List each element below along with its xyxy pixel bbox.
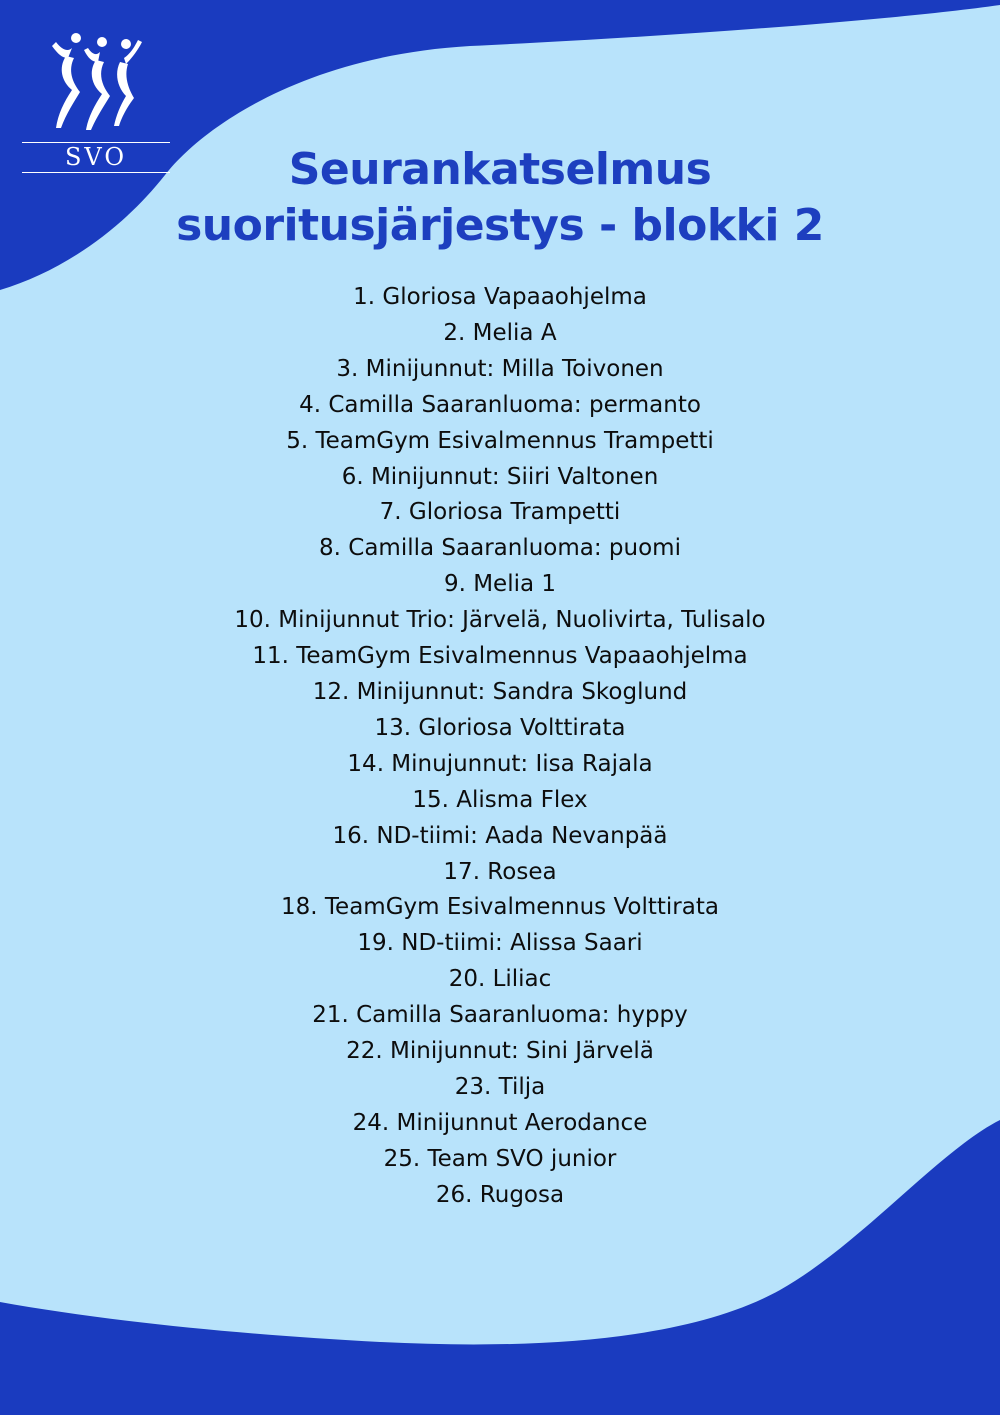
list-item: 7. Gloriosa Trampetti — [379, 499, 621, 526]
list-item: 19. ND-tiimi: Alissa Saari — [357, 930, 643, 957]
list-item: 20. Liliac — [448, 966, 552, 993]
page-title — [0, 142, 1000, 254]
list-item: 26. Rugosa — [435, 1181, 565, 1208]
list-item: 18. TeamGym Esivalmennus Volttirata — [281, 894, 719, 921]
performance-order-list — [0, 280, 1000, 1214]
list-item: 5. TeamGym Esivalmennus Trampetti — [286, 427, 714, 454]
list-item: 22. Minijunnut: Sini Järvelä — [346, 1038, 654, 1065]
list-item: 23. Tilja — [454, 1073, 546, 1100]
list-item: 17. Rosea — [443, 858, 557, 885]
list-item: 9. Melia 1 — [443, 571, 557, 598]
list-item: 3. Minijunnut: Milla Toivonen — [336, 355, 664, 382]
list-item: 6. Minijunnut: Siiri Valtonen — [341, 463, 659, 490]
list-item: 25. Team SVO junior — [383, 1145, 617, 1172]
list-item: 13. Gloriosa Volttirata — [374, 714, 626, 741]
list-item: 11. TeamGym Esivalmennus Vapaaohjelma — [252, 643, 748, 670]
list-item: 16. ND-tiimi: Aada Nevanpää — [332, 822, 668, 849]
title-line-1: Seurankatselmus — [288, 144, 712, 195]
list-item: 15. Alisma Flex — [412, 786, 588, 813]
list-item: 14. Minujunnut: Iisa Rajala — [347, 750, 653, 777]
list-item: 24. Minijunnut Aerodance — [352, 1109, 648, 1136]
list-item: 1. Gloriosa Vapaaohjelma — [353, 284, 647, 310]
list-item: 10. Minijunnut Trio: Järvelä, Nuolivirta, Tulisalo — [234, 607, 766, 634]
list-item: 12. Minijunnut: Sandra Skoglund — [312, 678, 688, 705]
list-item: 4. Camilla Saaranluoma: permanto — [299, 391, 701, 418]
list-item: 8. Camilla Saaranluoma: puomi — [319, 535, 681, 562]
title-line-2: suoritusjärjestys - blokki 2 — [176, 200, 824, 251]
list-item: 2. Melia A — [443, 319, 557, 346]
list-item: 21. Camilla Saaranluoma: hyppy — [312, 1002, 688, 1029]
logo-text: SVO — [64, 143, 128, 171]
